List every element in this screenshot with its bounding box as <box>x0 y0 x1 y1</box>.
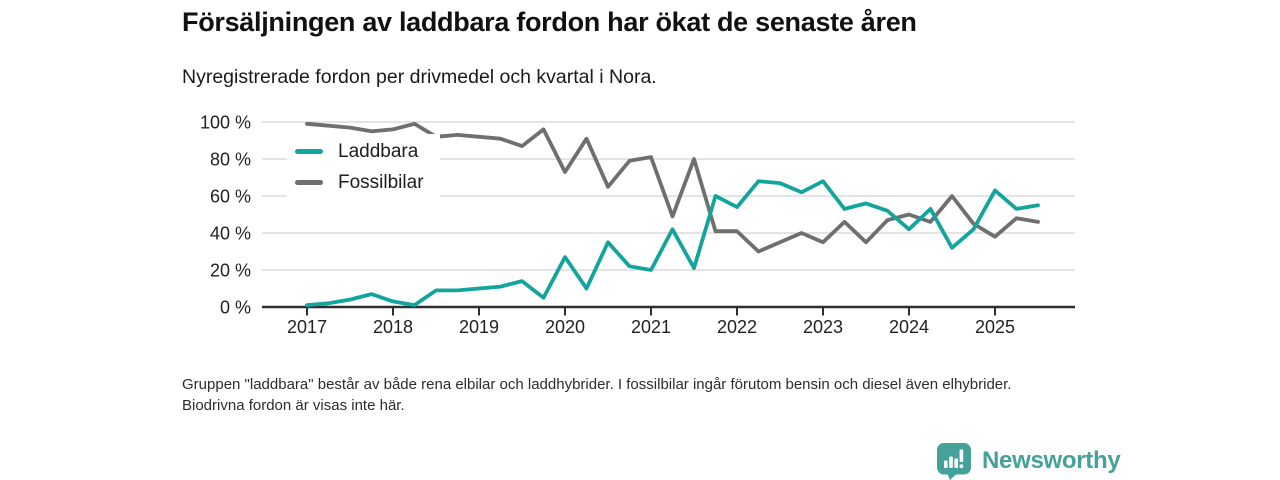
x-axis-label: 2020 <box>544 317 586 337</box>
speech-bubble-shape <box>937 443 971 475</box>
newsworthy-logo-text: Newsworthy <box>982 447 1121 474</box>
legend-item-fossilbilar <box>295 171 424 194</box>
chart-subtitle: Nyregistrerade fordon per drivmedel och kvartal i Nora. <box>182 66 657 88</box>
x-axis-label: 2023 <box>802 317 844 337</box>
y-axis-label: 80 % <box>209 149 251 170</box>
x-axis-label: 2017 <box>286 317 328 337</box>
legend-label-laddbara: Laddbara <box>338 141 419 162</box>
x-axis-label: 2021 <box>630 317 672 337</box>
fossilbilar-line-swatch <box>295 180 323 185</box>
x-axis-label: 2022 <box>716 317 758 337</box>
chart-legend <box>287 134 440 200</box>
speech-bubble-tail <box>947 473 958 480</box>
chart-footnote: Gruppen "laddbara" består av både rena elbilar och laddhybrider. I fossilbilar ingår förutom bensin och diesel även elhybrider. Biodrivna fordon är visas inte här. <box>182 376 1012 414</box>
exclamation-dot <box>960 464 964 468</box>
y-axis-label: 0 % <box>219 297 251 318</box>
newsworthy-logo <box>936 442 1120 480</box>
x-axis-label: 2019 <box>458 317 500 337</box>
x-axis-label: 2018 <box>372 317 414 337</box>
y-axis-label: 20 % <box>209 260 251 281</box>
legend-item-laddbara <box>295 140 424 163</box>
y-axis-label: 100 % <box>199 112 251 133</box>
legend-label-fossilbilar: Fossilbilar <box>338 172 424 193</box>
x-axis-label: 2024 <box>888 317 930 337</box>
y-axis-label: 60 % <box>209 186 251 207</box>
y-axis-label: 40 % <box>209 223 251 244</box>
newsworthy-logo-icon <box>936 442 972 480</box>
exclamation-bar <box>960 450 964 463</box>
x-axis-label: 2025 <box>974 317 1016 337</box>
chart-title: Försäljningen av laddbara fordon har ökat de senaste åren <box>182 7 917 37</box>
laddbara-line-swatch <box>295 149 323 154</box>
